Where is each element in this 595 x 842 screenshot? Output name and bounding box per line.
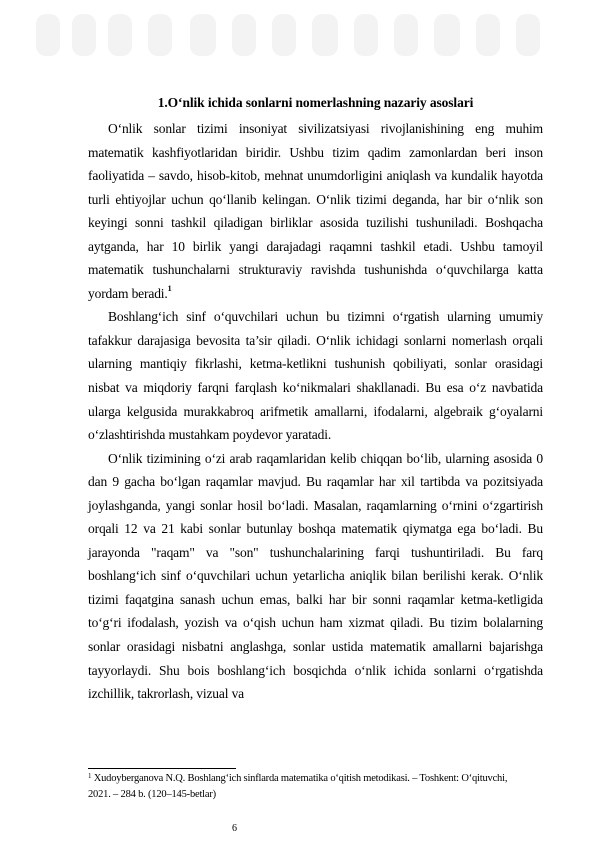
document-page	[88, 93, 543, 706]
paragraph-2	[88, 305, 543, 446]
footnote-divider	[88, 768, 236, 769]
paragraph-1-text: O‘nlik sonlar tizimi insoniyat sivilizatsiyasi rivojlanishining eng muhim matematik kashfiyotlaridan biridir. Ushbu tizim qadim zamonlardan beri inson faoliyatida – savdo, hisob-kitob, mehnat unumdorligini aniqlash va kundalik hayotda turli ehtiyojlar uchun qo‘llanib kelingan. O‘nlik tizimi deganda, har bir o‘nlik son keyingi sonni tashkil qiladigan birliklar asosida tuzilishi tushuniladi. Boshqacha aytganda, har 10 birlik yangi darajadagi raqamni tashkil etadi. Ushbu tamoyil matematik tushunchalarni strukturaviy ravishda tushunishda o‘quvchilarga katta yordam beradi.	[88, 121, 543, 301]
paragraph-3-text: O‘nlik tizimining o‘zi arab raqamlaridan kelib chiqqan bo‘lib, ularning asosida 0 dan 9 gacha bo‘lgan raqamlar mavjud. Bu raqamlar har xil tartibda va pozitsiyada joylashganda, yangi sonlar hosil bo‘ladi. Masalan, raqamlarning o‘rnini o‘zgartirish orqali 12 va 21 kabi sonlar butunlay boshqa matematik qiymatga ega bo‘ladi. Bu jarayonda "raqam" va "son" tushunchalarining farqi tushuntiriladi. Bu farq boshlang‘ich sinf o‘quvchilari uchun yetarlicha aniqlik bilan berilishi kerak. O‘nlik tizimi faqatgina sanash uchun emas, balki har bir sonni raqamlar ketma-ketligida to‘g‘ri ifodalash, yozish va o‘qish uchun ham xizmat qiladi. Bu tizim bolalarning sonlar orasidagi nisbatni anglashga, sonlar ustida matematik amallarni bajarishga tayyorlaydi. Shu bois boshlang‘ich bosqichda o‘nlik ichida sonlarni o‘rgatishda izchillik, takrorlash, vizual va	[88, 450, 543, 702]
section-heading: 1.O‘nlik ichida sonlarni nomerlashning nazariy asoslari	[157, 95, 474, 110]
footnote-marker: 1	[88, 772, 92, 780]
paragraph-3	[88, 447, 543, 706]
footnote-reference[interactable]: 1	[167, 283, 172, 293]
footnote-text: Xudoyberganova N.Q. Boshlang‘ich sinflarda matematika o‘qitish metodikasi. – Toshkent: O‘qituvchi, 2021. – 284 b. (120–145-betlar)	[88, 773, 508, 800]
page-number: 6	[232, 823, 237, 834]
paragraph-1	[88, 117, 543, 305]
footnote	[88, 771, 528, 802]
paragraph-2-text: Boshlang‘ich sinf o‘quvchilari uchun bu tizimni o‘rgatish ularning umumiy tafakkur darajasiga bevosita ta’sir qiladi. O‘nlik ichidagi sonlarni nomerlash orqali ularning mantiqiy fikrlashi, ketma-ketlikni tushunish qobiliyati, sonlar orasidagi nisbat va miqdoriy farqni farqlash ko‘nikmalari shakllanadi. Bu esa o‘z navbatida ularga kelgusida murakkabroq arifmetik amallarni, ifodalarni, algebraik g‘oyalarni o‘zlashtirishda mustahkam poydevor yaratadi.	[88, 309, 543, 443]
